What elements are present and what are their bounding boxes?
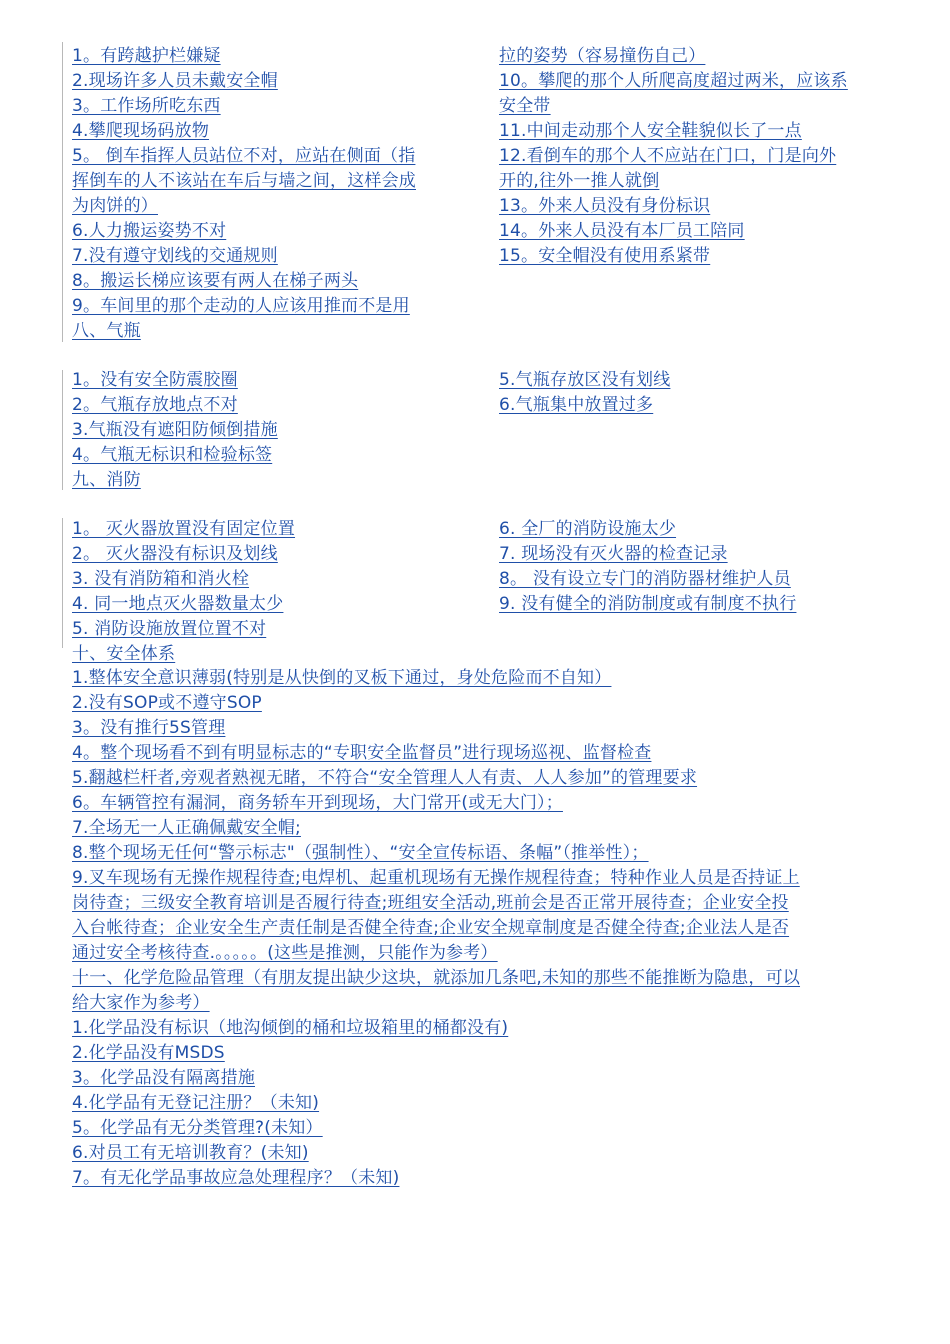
- list-item: 挥倒车的人不该站在车后与墙之间，这样会成: [72, 171, 416, 191]
- list-item: 开的,往外一推人就倒: [499, 171, 660, 191]
- margin-rule-3: [62, 518, 63, 648]
- left-column-2: [72, 368, 278, 493]
- list-item: 2.现场许多人员未戴安全帽: [72, 71, 278, 91]
- list-item: 入台帐待查；企业安全生产责任制是否健全待查;企业安全规章制度是否健全待查;企业法人是否: [72, 918, 790, 938]
- list-item: 2.化学品没有MSDS: [72, 1043, 225, 1063]
- list-item: 3。化学品没有隔离措施: [72, 1068, 256, 1088]
- section-heading-10: 十、安全体系: [72, 644, 176, 664]
- list-item: 2。 灭火器没有标识及划线: [72, 544, 278, 564]
- list-item: 6.对员工有无培训教育？(未知): [72, 1143, 309, 1163]
- section-heading-11: 十一、化学危险品管理（有朋友提出缺少这块，就添加几条吧,未知的那些不能推断为隐患，可以: [72, 968, 801, 988]
- right-column-2: [499, 368, 670, 418]
- list-item: 7.全场无一人正确佩戴安全帽;: [72, 818, 301, 838]
- list-item: 5.翻越栏杆者,旁观者熟视无睹，不符合“安全管理人人有责、人人参加”的管理要求: [72, 768, 698, 788]
- list-item: 8。 没有设立专门的消防器材维护人员: [499, 569, 791, 589]
- list-item: 5.气瓶存放区没有划线: [499, 370, 671, 390]
- list-item: 14。外来人员没有本厂员工陪同: [499, 221, 745, 241]
- list-item: 3. 没有消防箱和消火栓: [72, 569, 250, 589]
- list-item: 为肉饼的）: [72, 196, 158, 216]
- list-item: 4. 同一地点灭火器数量太少: [72, 594, 284, 614]
- list-item: 9. 没有健全的消防制度或有制度不执行: [499, 594, 797, 614]
- list-item: 9.叉车现场有无操作规程待查;电焊机、起重机现场有无操作规程待查；特种作业人员是否持证上: [72, 868, 800, 888]
- list-item: 6. 全厂的消防设施太少: [499, 519, 677, 539]
- list-item: 6.人力搬运姿势不对: [72, 221, 227, 241]
- left-column-1: [72, 44, 416, 344]
- list-item: 15。安全帽没有使用系紧带: [499, 246, 711, 266]
- list-item: 9。车间里的那个走动的人应该用推而不是用: [72, 296, 410, 316]
- list-item: 13。外来人员没有身份标识: [499, 196, 711, 216]
- list-item: 4。气瓶无标识和检验标签: [72, 445, 273, 465]
- list-item: 4。整个现场看不到有明显标志的“专职安全监督员”进行现场巡视、监督检查: [72, 743, 652, 763]
- right-column-1: [499, 44, 848, 269]
- list-item: 7。有无化学品事故应急处理程序？（未知): [72, 1168, 400, 1188]
- section-heading-8: 八、气瓶: [72, 321, 141, 341]
- list-item: 1.整体安全意识薄弱(特别是从快倒的叉板下通过，身处危险而不自知）: [72, 668, 612, 688]
- list-item: 8。搬运长梯应该要有两人在梯子两头: [72, 271, 359, 291]
- right-column-3: [499, 517, 796, 617]
- list-item: 2。气瓶存放地点不对: [72, 395, 238, 415]
- list-item: 1。没有安全防震胶圈: [72, 370, 238, 390]
- list-item: 岗待查；三级安全教育培训是否履行待查;班组安全活动,班前会是否正常开展待查；企业安全投: [72, 893, 789, 913]
- section-heading-11-cont: 给大家作为参考）: [72, 993, 210, 1013]
- margin-rule-1: [62, 42, 63, 342]
- list-item: 2.没有SOP或不遵守SOP: [72, 693, 262, 713]
- list-item: 通过安全考核待查.。。。。。(这些是推测，只能作为参考）: [72, 943, 498, 963]
- list-item: 8.整个现场无任何“警示标志"（强制性）、“安全宣传标语、条幅”（推举性）；: [72, 843, 649, 863]
- list-item: 3。没有推行5S管理: [72, 718, 226, 738]
- list-item: 4.化学品有无登记注册？（未知): [72, 1093, 320, 1113]
- list-item: 6。车辆管控有漏洞，商务轿车开到现场，大门常开(或无大门）；: [72, 793, 563, 813]
- list-item: 11.中间走动那个人安全鞋貌似长了一点: [499, 121, 802, 141]
- list-item: 1.化学品没有标识（地沟倾倒的桶和垃圾箱里的桶都没有): [72, 1018, 509, 1038]
- list-item: 拉的姿势（容易撞伤自己）: [499, 46, 706, 66]
- list-item: 3.气瓶没有遮阳防倾倒措施: [72, 420, 278, 440]
- list-item: 7. 现场没有灭火器的检查记录: [499, 544, 728, 564]
- list-item: 10。攀爬的那个人所爬高度超过两米，应该系: [499, 71, 848, 91]
- list-item: 5。化学品有无分类管理?(未知）: [72, 1118, 323, 1138]
- list-item: 7.没有遵守划线的交通规则: [72, 246, 278, 266]
- left-column-3: [72, 517, 295, 667]
- list-item: 1。有跨越护栏嫌疑: [72, 46, 221, 66]
- list-item: 5. 消防设施放置位置不对: [72, 619, 267, 639]
- list-item: 1。 灭火器放置没有固定位置: [72, 519, 296, 539]
- list-item: 5。 倒车指挥人员站位不对，应站在侧面（指: [72, 146, 416, 166]
- full-width-section: [72, 666, 800, 1191]
- section-heading-9: 九、消防: [72, 470, 141, 490]
- list-item: 4.攀爬现场码放物: [72, 121, 210, 141]
- list-item: 6.气瓶集中放置过多: [499, 395, 654, 415]
- list-item: 12.看倒车的那个人不应站在门口，门是向外: [499, 146, 837, 166]
- list-item: 安全带: [499, 96, 551, 116]
- list-item: 3。工作场所吃东西: [72, 96, 221, 116]
- margin-rule-2: [62, 370, 63, 490]
